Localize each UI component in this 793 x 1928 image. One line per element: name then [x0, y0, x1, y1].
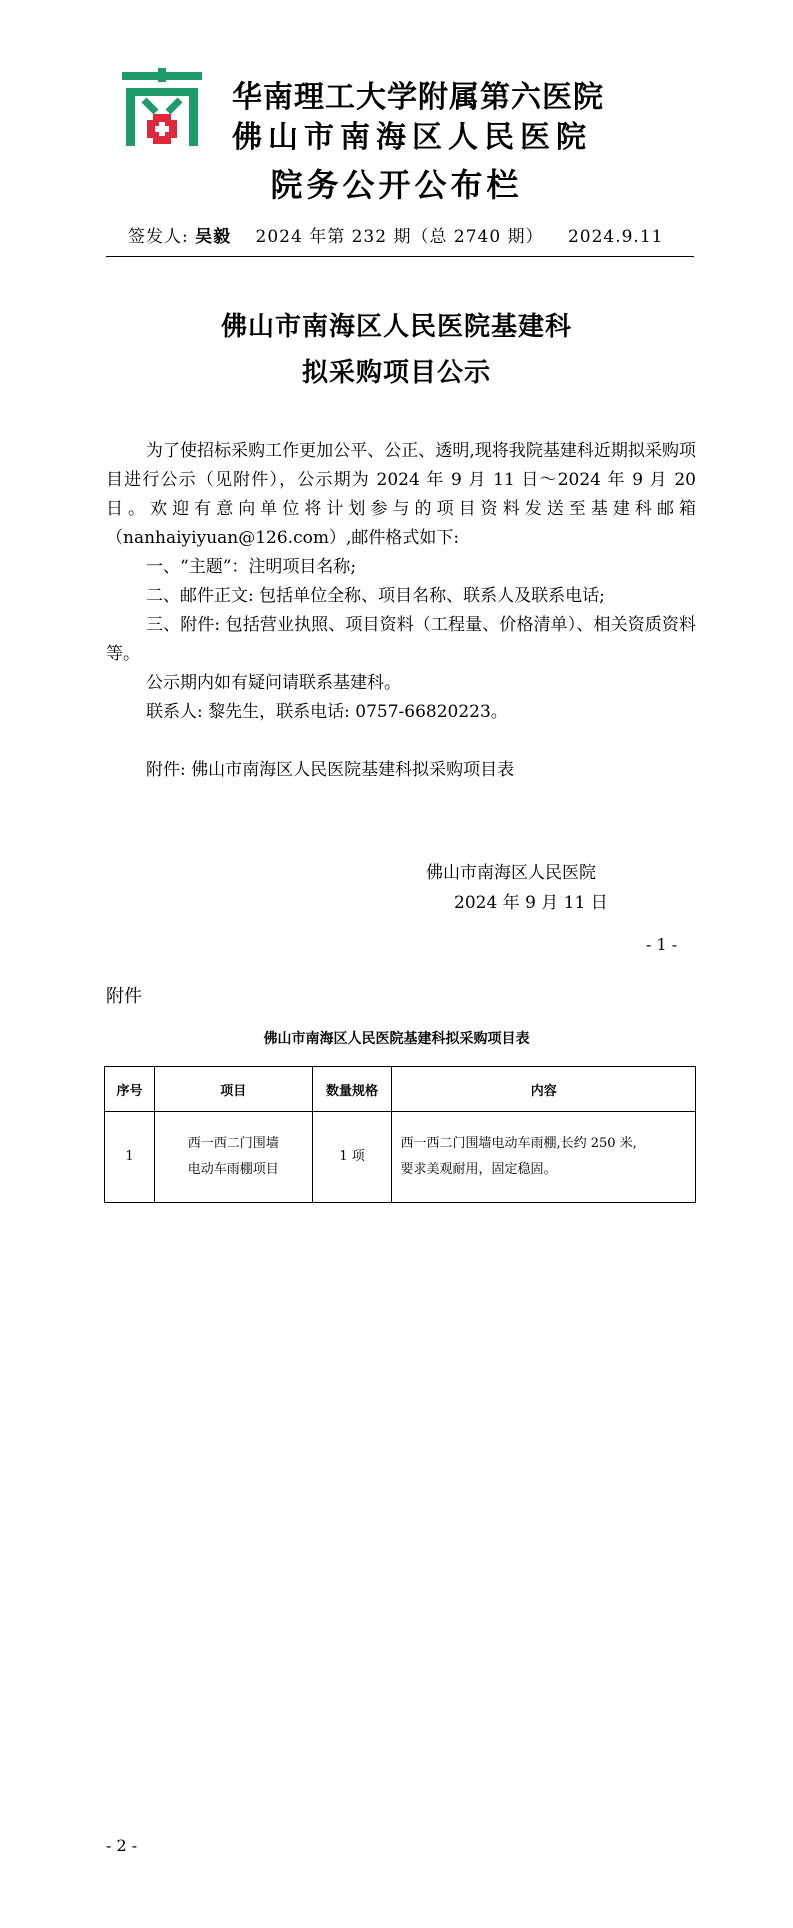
cell-content [392, 1112, 696, 1203]
attachment-label: 附件 [106, 986, 142, 1007]
issue-date: 2024.9.11 [567, 227, 664, 247]
cell-no: 1 [105, 1112, 155, 1203]
column-header-content: 内容 [392, 1067, 696, 1112]
hospital-logo-icon [120, 68, 204, 148]
cell-content-line2: 要求美观耐用，固定稳固。 [400, 1162, 557, 1177]
format-item-3: 三、附件: 包括营业执照、项目资料（工程量、价格清单）、相关资质资料等。 [106, 615, 696, 664]
column-header-project: 项目 [154, 1067, 312, 1112]
cell-project-line2: 电动车雨棚项目 [187, 1162, 279, 1177]
column-header-no: 序号 [105, 1067, 155, 1112]
attachment-note: 附件: 佛山市南海区人民医院基建科拟采购项目表 [146, 760, 515, 780]
page-number-2: - 2 - [106, 1836, 138, 1855]
board-title: 院务公开公布栏 [270, 166, 523, 204]
hospital-name-primary: 华南理工大学附属第六医院 [232, 80, 604, 115]
signing-date: 2024 年 9 月 11 日 [454, 893, 608, 913]
document-body [106, 437, 696, 785]
document-title-line2: 拟采购项目公示 [301, 358, 491, 388]
table-header-row [105, 1067, 696, 1112]
cell-project-line1: 西一西二门围墙 [187, 1136, 279, 1151]
cell-content-line1: 西一西二门围墙电动车雨棚,长约 250 米, [400, 1136, 637, 1151]
hospital-name-secondary: 佛山市南海区人民医院 [232, 120, 592, 155]
procurement-table [104, 1066, 696, 1203]
issue-number: 2024 年第 232 期（总 2740 期） [255, 227, 544, 247]
format-item-2: 二、邮件正文: 包括单位全称、项目名称、联系人及联系电话; [146, 586, 605, 606]
page-number-1: - 1 - [646, 935, 678, 954]
cell-project [154, 1112, 312, 1203]
contact-paragraph: 联系人: 黎先生，联系电话: 0757-66820223。 [146, 702, 508, 722]
column-header-quantity: 数量规格 [312, 1067, 392, 1112]
issue-line [128, 222, 663, 247]
cell-quantity: 1 项 [312, 1112, 392, 1203]
signer-name: 吴毅 [195, 227, 232, 247]
signer-label: 签发人: [128, 227, 189, 247]
signing-organization: 佛山市南海区人民医院 [426, 863, 596, 883]
query-paragraph: 公示期内如有疑问请联系基建科。 [146, 673, 401, 693]
document-title-line1: 佛山市南海区人民医院基建科 [220, 312, 572, 342]
header-divider [106, 256, 694, 257]
format-item-1: 一、“主题”：注明项目名称; [146, 557, 357, 577]
table-row [105, 1112, 696, 1203]
intro-paragraph: 为了使招标采购工作更加公平、公正、透明,现将我院基建科近期拟采购项目进行公示（见附件），公示期为 2024 年 9 月 11 日～2024 年 9 月 20 日。欢迎有意向单位将计划参与的项目资料发送至基建科邮箱（nanhaiyiyuan@126.com）,邮件格式如下: [106, 441, 696, 548]
attachment-table-title: 佛山市南海区人民医院基建科拟采购项目表 [263, 1031, 530, 1047]
